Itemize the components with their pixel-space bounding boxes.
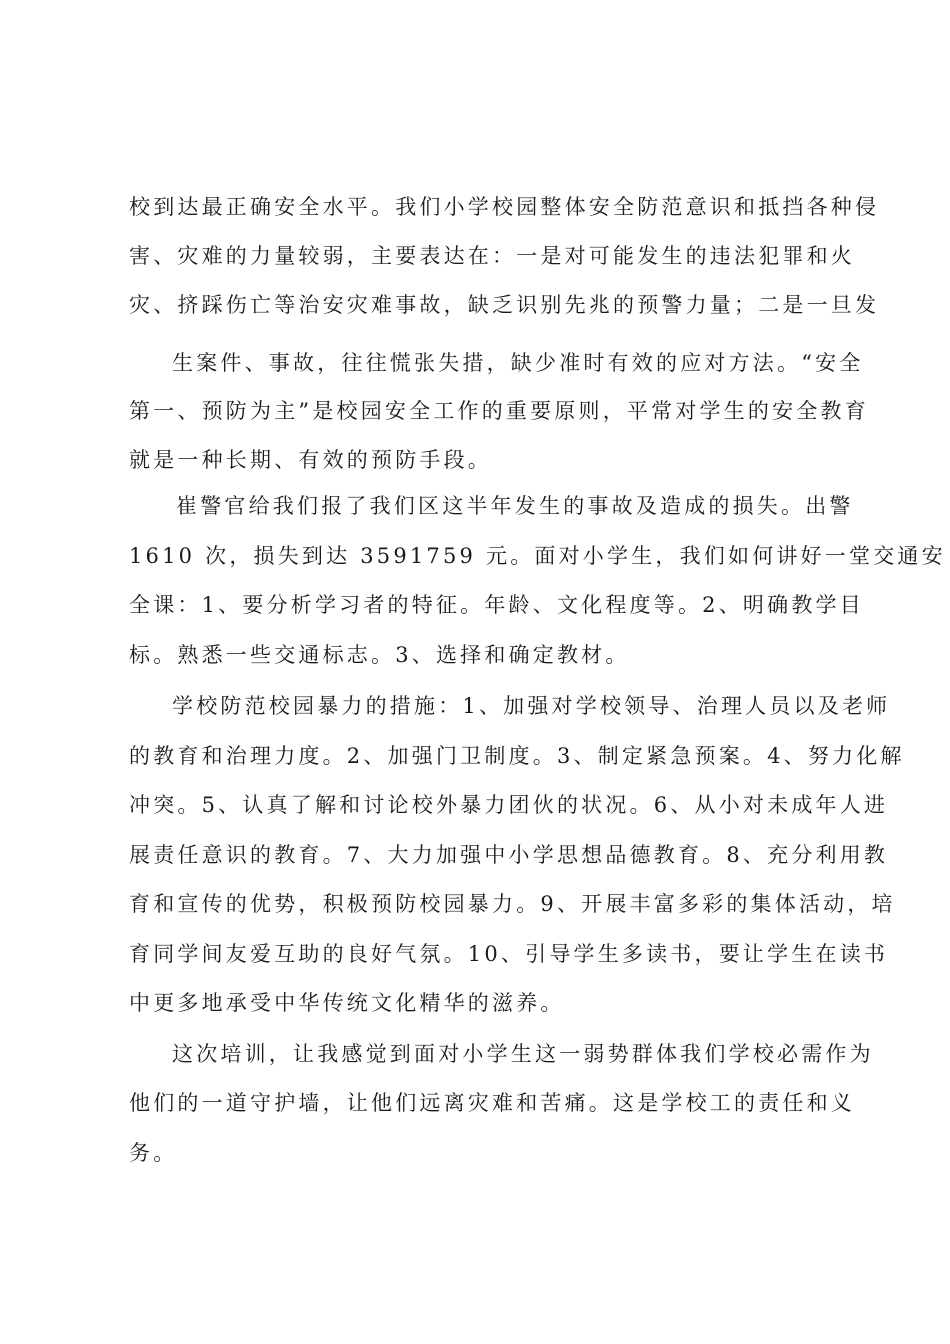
text-line: 就是一种长期、有效的预防手段。 xyxy=(129,448,492,472)
text-line: 他们的一道守护墙，让他们远离灾难和苦痛。这是学校工的责任和义 xyxy=(129,1091,855,1115)
text-line: 第一、预防为主”是校园安全工作的重要原则，平常对学生的安全教育 xyxy=(129,399,869,423)
text-line: 崔警官给我们报了我们区这半年发生的事故及造成的损失。出警 xyxy=(176,494,854,518)
text-line: 中更多地承受中华传统文化精华的滋养。 xyxy=(129,991,565,1015)
text-line: 灾、挤踩伤亡等治安灾难事故，缺乏识别先兆的预警力量；二是一旦发 xyxy=(129,293,880,317)
text-line: 务。 xyxy=(129,1141,178,1165)
text-line: 害、灾难的力量较弱，主要表达在：一是对可能发生的违法犯罪和火 xyxy=(129,244,855,268)
text-line: 全课：1、要分析学习者的特征。年龄、文化程度等。2、明确教学目 xyxy=(129,593,864,617)
text-line: 育同学间友爱互助的良好气氛。10、引导学生多读书，要让学生在读书 xyxy=(129,942,889,966)
text-line: 育和宣传的优势，积极预防校园暴力。9、开展丰富多彩的集体活动，培 xyxy=(129,892,896,916)
text-line: 的教育和治理力度。2、加强门卫制度。3、制定紧急预案。4、努力化解 xyxy=(129,744,905,768)
text-line: 冲突。5、认真了解和讨论校外暴力团伙的状况。6、从小对未成年人进 xyxy=(129,793,889,817)
text-line: 标。熟悉一些交通标志。3、选择和确定教材。 xyxy=(129,643,630,667)
text-line: 展责任意识的教育。7、大力加强中小学思想品德教育。8、充分利用教 xyxy=(129,843,889,867)
text-line: 生案件、事故，往往慌张失措，缺少准时有效的应对方法。“安全 xyxy=(172,351,864,375)
text-line: 1610 次，损失到达 3591759 元。面对小学生，我们如何讲好一堂交通安 xyxy=(129,544,946,568)
text-line: 校到达最正确安全水平。我们小学校园整体安全防范意识和抵挡各种侵 xyxy=(129,195,880,219)
text-line: 这次培训，让我感觉到面对小学生这一弱势群体我们学校必需作为 xyxy=(172,1042,874,1066)
text-line: 学校防范校园暴力的措施：1、加强对学校领导、治理人员以及老师 xyxy=(172,694,891,718)
